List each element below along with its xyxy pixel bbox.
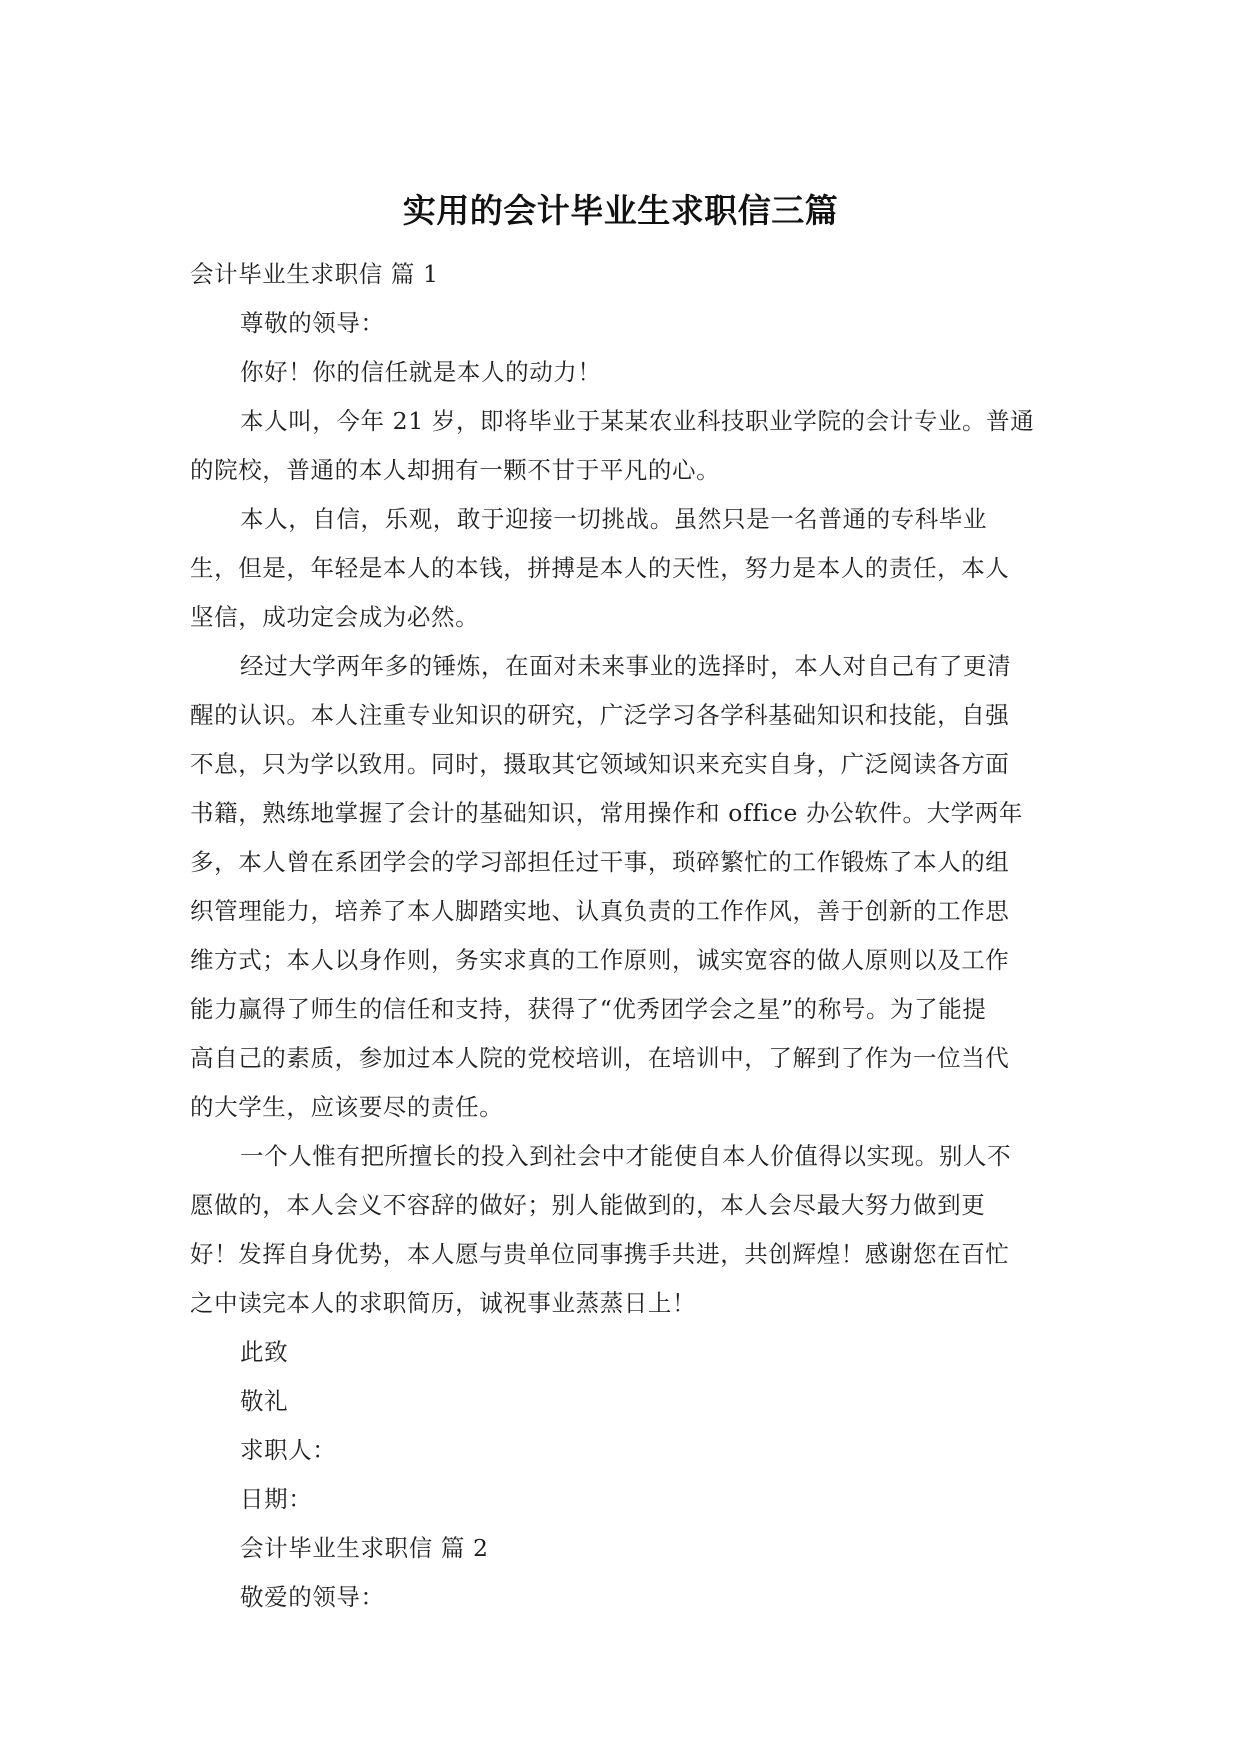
- body-line: 能力赢得了师生的信任和支持，获得了“优秀团学会之星”的称号。为了能提: [190, 995, 987, 1023]
- body-line: 愿做的，本人会义不容辞的做好；别人能做到的，本人会尽最大努力做到更: [190, 1191, 986, 1219]
- body-line: 醒的认识。本人注重专业知识的研究，广泛学习各学科基础知识和技能，自强: [190, 701, 1010, 729]
- body-line: 此致: [240, 1338, 289, 1366]
- body-line: 好！发挥自身优势，本人愿与贵单位同事携手共进，共创辉煌！感谢您在百忙: [190, 1240, 1010, 1268]
- body-line: 之中读完本人的求职简历，诚祝事业蒸蒸日上！: [190, 1289, 697, 1317]
- body-line: 高自己的素质，参加过本人院的党校培训，在培训中，了解到了作为一位当代: [190, 1044, 1010, 1072]
- document-title: 实用的会计毕业生求职信三篇: [402, 191, 839, 230]
- body-line: 你好！你的信任就是本人的动力！: [240, 358, 602, 386]
- body-line: 的院校，普通的本人却拥有一颗不甘于平凡的心。: [190, 456, 721, 484]
- body-line: 求职人：: [240, 1436, 337, 1464]
- body-line: 会计毕业生求职信 篇 1: [190, 260, 439, 288]
- body-line: 织管理能力，培养了本人脚踏实地、认真负责的工作作风，善于创新的工作思: [190, 897, 1010, 925]
- body-line: 书籍，熟练地掌握了会计的基础知识，常用操作和 office 办公软件。大学两年: [190, 799, 1023, 827]
- body-line: 多，本人曾在系团学会的学习部担任过干事，琐碎繁忙的工作锻炼了本人的组: [190, 848, 1010, 876]
- body-line: 本人叫，今年 21 岁，即将毕业于某某农业科技职业学院的会计专业。普通: [240, 407, 1035, 435]
- document-body: [190, 250, 1070, 1622]
- body-line: 尊敬的领导：: [240, 309, 385, 337]
- body-line: 经过大学两年多的锤炼，在面对未来事业的选择时，本人对自己有了更清: [240, 652, 1012, 680]
- body-line: 维方式；本人以身作则，务实求真的工作原则，诚实宽容的做人原则以及工作: [190, 946, 1010, 974]
- body-line: 生，但是，年轻是本人的本钱，拼搏是本人的天性，努力是本人的责任，本人: [190, 554, 1010, 582]
- body-line: 敬爱的领导：: [240, 1583, 385, 1611]
- body-line: 日期：: [240, 1485, 313, 1513]
- body-line: 不息，只为学以致用。同时，摄取其它领域知识来充实自身，广泛阅读各方面: [190, 750, 1010, 778]
- body-line: 坚信，成功定会成为必然。: [190, 603, 480, 631]
- body-line: 的大学生，应该要尽的责任。: [190, 1093, 504, 1121]
- body-line: 一个人惟有把所擅长的投入到社会中才能使自本人价值得以实现。别人不: [240, 1142, 1012, 1170]
- body-line: 敬礼: [240, 1387, 289, 1415]
- body-line: 会计毕业生求职信 篇 2: [240, 1534, 489, 1562]
- body-line: 本人，自信，乐观，敢于迎接一切挑战。虽然只是一名普通的专科毕业: [240, 505, 988, 533]
